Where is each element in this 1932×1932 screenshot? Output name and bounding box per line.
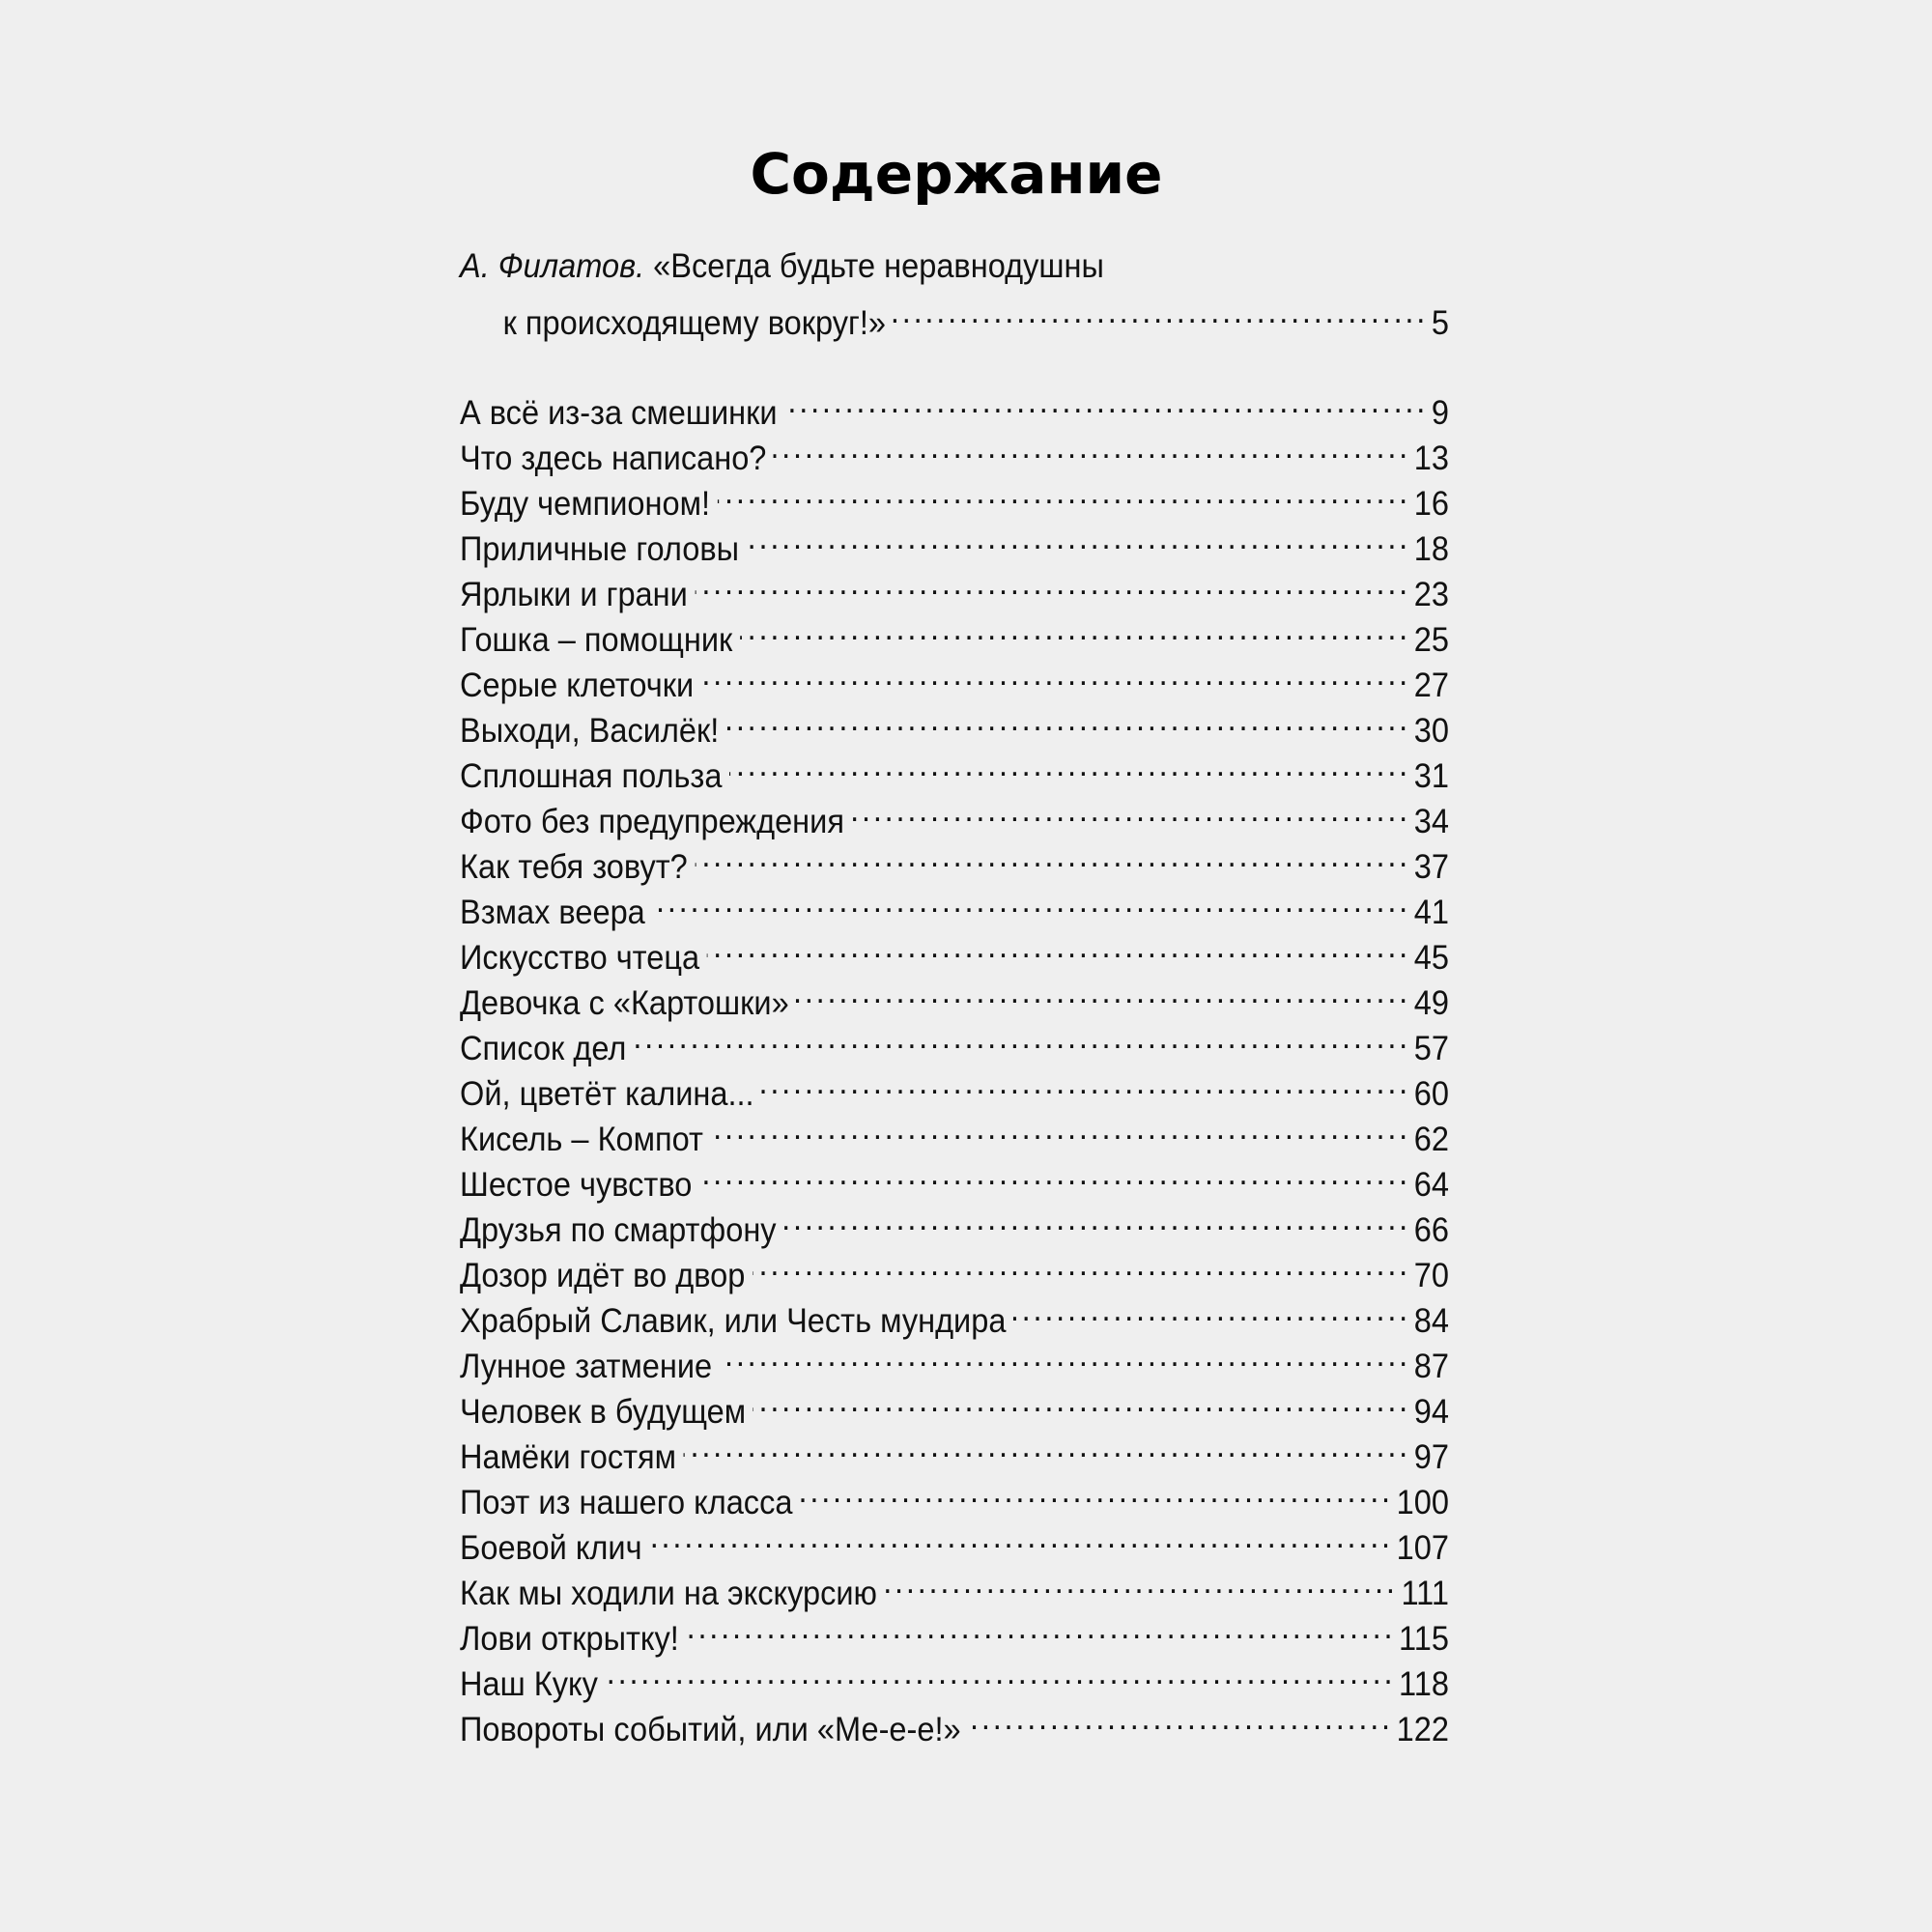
dot-leader (707, 923, 1410, 969)
entry-title: Кисель – Компот (460, 1121, 703, 1158)
dot-leader (753, 1378, 1410, 1423)
dot-leader (884, 1559, 1397, 1605)
intro-title-line2: к происходящему вокруг!» (502, 304, 887, 342)
entry-title: Человек в будущем (460, 1393, 747, 1431)
dot-leader (699, 1151, 1410, 1196)
dot-leader (720, 1332, 1410, 1378)
page-number: 66 (1413, 1211, 1449, 1249)
dot-leader (746, 515, 1410, 560)
dot-leader (695, 833, 1410, 878)
entry-title: Шестое чувство (460, 1166, 693, 1204)
dot-leader (686, 1605, 1395, 1650)
entry-title: Ой, цветёт калина... (460, 1075, 754, 1113)
dot-leader (717, 469, 1410, 515)
dot-leader (683, 1423, 1410, 1468)
page-number: 13 (1413, 440, 1449, 477)
entry-title: Наш Куку (460, 1665, 598, 1703)
entry-title: Искусство чтеца (460, 939, 700, 977)
toc-entries (460, 379, 1449, 1748)
entry-title: Выходи, Василёк! (460, 712, 720, 750)
entry-title: Боевой клич (460, 1529, 642, 1567)
entry-title: Поэт из нашего класса (460, 1484, 793, 1521)
intro-second-line (460, 289, 1449, 342)
page-number: 62 (1413, 1121, 1449, 1158)
entry-title: Буду чемпионом! (460, 485, 711, 523)
dot-leader (634, 1014, 1410, 1060)
page-number: 25 (1413, 621, 1449, 659)
entry-title: Лови открытку! (460, 1620, 679, 1658)
dot-leader (1013, 1287, 1410, 1332)
entry-title: Повороты событий, или «Ме-е-е!» (460, 1711, 961, 1748)
page-number: 45 (1413, 939, 1449, 977)
page-number: 100 (1396, 1484, 1449, 1521)
page-number: 18 (1413, 530, 1449, 568)
dot-leader (726, 696, 1410, 742)
page-number: 84 (1413, 1302, 1449, 1340)
dot-leader (740, 606, 1410, 651)
page-number: 16 (1413, 485, 1449, 523)
page-number: 23 (1413, 576, 1449, 613)
entry-title: Ярлыки и грани (460, 576, 688, 613)
toc-entry[interactable] (460, 1650, 1449, 1703)
entry-title: Взмах веера (460, 894, 645, 931)
entry-title: А всё из-за смешинки (460, 394, 778, 432)
toc-entry[interactable] (460, 379, 1449, 432)
entry-title: Как мы ходили на экскурсию (460, 1575, 877, 1612)
page-number: 118 (1399, 1665, 1449, 1703)
dot-leader (784, 379, 1428, 424)
dot-leader (783, 1196, 1410, 1241)
page-number: 57 (1413, 1030, 1449, 1067)
entry-title: Храбрый Славик, или Честь мундира (460, 1302, 1007, 1340)
entry-title: Друзья по смартфону (460, 1211, 777, 1249)
page-number: 31 (1413, 757, 1449, 795)
entry-title: Дозор идёт во двор (460, 1257, 746, 1294)
page-number: 87 (1413, 1348, 1449, 1385)
page-title: Содержание (750, 141, 1163, 207)
page-number: 37 (1413, 848, 1449, 886)
page-number: 60 (1413, 1075, 1449, 1113)
page-number: 30 (1413, 712, 1449, 750)
dot-leader (753, 1241, 1410, 1287)
page-number: 9 (1431, 394, 1449, 432)
dot-leader (710, 1105, 1410, 1151)
intro-author: А. Филатов. (460, 247, 645, 285)
table-of-contents (460, 243, 1449, 1748)
page-number: 107 (1396, 1529, 1449, 1567)
entry-title: Фото без предупреждения (460, 803, 844, 840)
entry-title: Серые клеточки (460, 667, 695, 704)
entry-title: Что здесь написано? (460, 440, 767, 477)
dot-leader (695, 560, 1410, 606)
entry-title: Намёки гостям (460, 1438, 677, 1476)
intro-first-line (460, 243, 1449, 289)
page-number: 97 (1413, 1438, 1449, 1476)
page-number: 5 (1431, 304, 1449, 342)
dot-leader (729, 742, 1410, 787)
entry-title: Как тебя зовут? (460, 848, 688, 886)
page-number: 122 (1396, 1711, 1449, 1748)
dot-leader (968, 1695, 1393, 1741)
dot-leader (800, 1468, 1393, 1514)
page-number: 94 (1413, 1393, 1449, 1431)
entry-title: Гошка – помощник (460, 621, 733, 659)
page-number: 34 (1413, 803, 1449, 840)
dot-leader (652, 878, 1410, 923)
page-number: 64 (1413, 1166, 1449, 1204)
entry-title: Лунное затмение (460, 1348, 713, 1385)
dot-leader (893, 289, 1428, 334)
page-number: 41 (1413, 894, 1449, 931)
entry-title: Сплошная польза (460, 757, 723, 795)
page-number: 115 (1399, 1620, 1449, 1658)
dot-leader (761, 1060, 1410, 1105)
dot-leader (851, 787, 1410, 833)
dot-leader (605, 1650, 1395, 1695)
dot-leader (774, 424, 1410, 469)
intro-title-line1: «Всегда будьте неравнодушны (653, 247, 1104, 285)
dot-leader (649, 1514, 1393, 1559)
toc-intro-entry[interactable] (460, 243, 1449, 342)
dot-leader (796, 969, 1410, 1014)
page-number: 111 (1401, 1575, 1449, 1612)
dot-leader (701, 651, 1410, 696)
entry-title: Приличные головы (460, 530, 740, 568)
entry-title: Девочка с «Картошки» (460, 984, 789, 1022)
toc-entry[interactable] (460, 1695, 1449, 1748)
page-number: 70 (1413, 1257, 1449, 1294)
page-number: 27 (1413, 667, 1449, 704)
page-number: 49 (1413, 984, 1449, 1022)
entry-title: Список дел (460, 1030, 627, 1067)
